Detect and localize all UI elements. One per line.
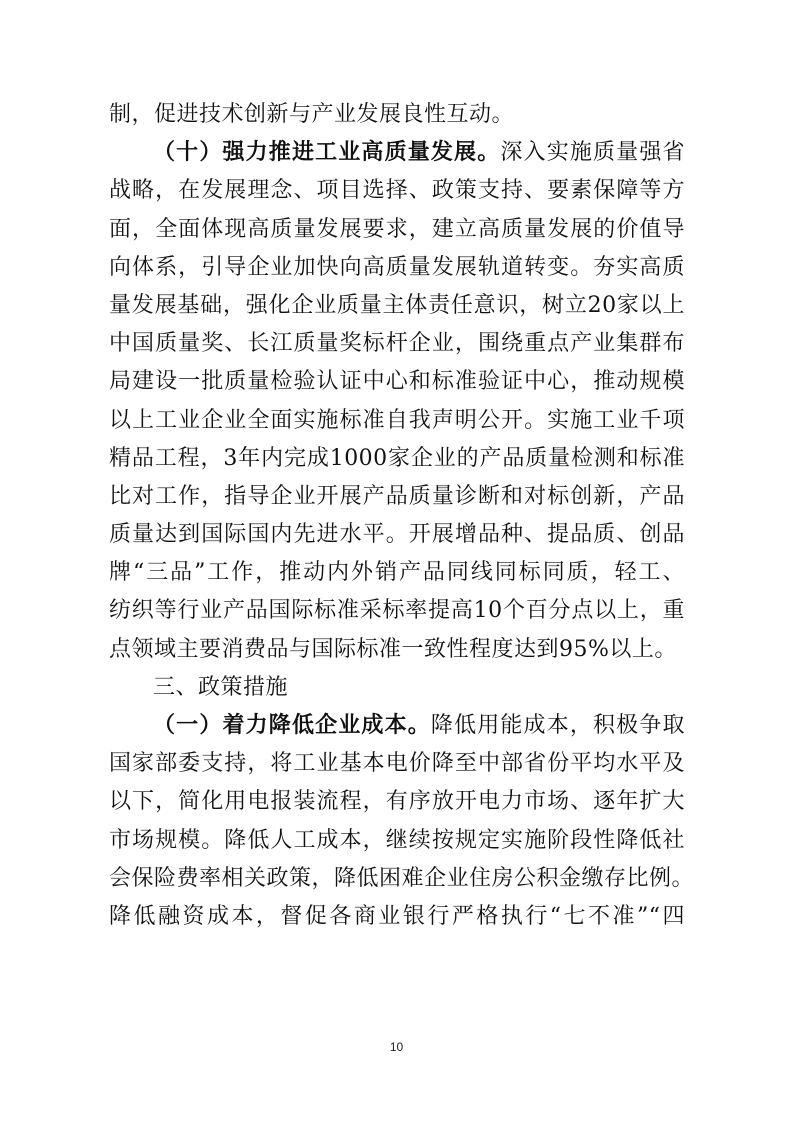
line-text: 市场规模。降低人工成本，继续按规定实施阶段性降低社 <box>109 827 685 853</box>
line-text: 深入实施质量强省 <box>500 140 685 166</box>
document-body <box>109 96 695 936</box>
line-text: 三、政策措施 <box>153 674 289 700</box>
paragraph-line <box>109 592 685 630</box>
line-text: 面，全面体现高质量发展要求，建立高质量发展的价值导 <box>109 216 685 242</box>
paragraph-line <box>109 211 685 249</box>
line-text: 国家部委支持，将工业基本电价降至中部省份平均水平及 <box>109 751 685 777</box>
paragraph-lead-heading: （十）强力推进工业高质量发展。 <box>153 140 501 166</box>
line-text: 会保险费率相关政策，降低困难企业住房公积金缴存比例。 <box>109 865 695 891</box>
line-text: 向体系，引导企业加快向高质量发展轨道转变。夯实高质 <box>109 254 685 280</box>
paragraph-line <box>109 516 685 554</box>
paragraph-line <box>109 898 685 936</box>
line-text: 降低用能成本，积极争取 <box>430 713 685 738</box>
line-text: 以下，简化用电报装流程，有序放开电力市场、逐年扩大 <box>109 789 685 815</box>
paragraph-line <box>109 554 685 592</box>
paragraph-line <box>109 745 685 783</box>
paragraph-line <box>109 172 685 210</box>
line-text: 纺织等行业产品国际标准采标率提高10个百分点以上，重 <box>109 598 685 624</box>
line-text: 量发展基础，强化企业质量主体责任意识，树立20家以上 <box>109 292 685 318</box>
line-text: 以上工业企业全面实施标准自我声明公开。实施工业千项 <box>109 407 685 433</box>
paragraph-line <box>109 363 685 401</box>
line-text: 降低融资成本，督促各商业银行严格执行“七不准”“四 <box>109 903 685 929</box>
line-text: 质量达到国际国内先进水平。开展增品种、提品质、创品 <box>109 522 685 548</box>
paragraph-line <box>109 287 685 325</box>
line-text: 精品工程，3年内完成1000家企业的产品质量检测和标准 <box>109 445 685 471</box>
line-text: 点领域主要消费品与国际标准一致性程度达到95%以上。 <box>109 636 677 662</box>
paragraph-line <box>109 325 685 363</box>
line-text: 比对工作，指导企业开展产品质量诊断和对标创新，产品 <box>109 483 685 509</box>
paragraph-line <box>109 96 685 134</box>
paragraph-line <box>109 478 685 516</box>
line-text: 局建设一批质量检验认证中心和标准验证中心，推动规模 <box>109 369 685 395</box>
section-heading <box>109 669 685 707</box>
paragraph-lead-heading: （一）着力降低企业成本。 <box>153 713 431 738</box>
paragraph-line <box>109 822 685 860</box>
paragraph-line <box>109 134 685 172</box>
paragraph-line <box>109 402 685 440</box>
paragraph-line <box>109 249 685 287</box>
page-number: 10 <box>389 1040 404 1054</box>
paragraph-line <box>109 631 685 669</box>
line-text: 战略，在发展理念、项目选择、政策支持、要素保障等方 <box>109 178 685 204</box>
line-text: 中国质量奖、长江质量奖标杆企业，围绕重点产业集群布 <box>109 331 685 357</box>
paragraph-line <box>109 783 685 821</box>
paragraph-line <box>109 860 695 898</box>
line-text: 牌“三品”工作，推动内外销产品同线同标同质，轻工、 <box>109 560 685 586</box>
paragraph-line <box>109 707 685 745</box>
line-text: 制，促进技术创新与产业发展良性互动。 <box>109 102 515 127</box>
paragraph-line <box>109 440 685 478</box>
